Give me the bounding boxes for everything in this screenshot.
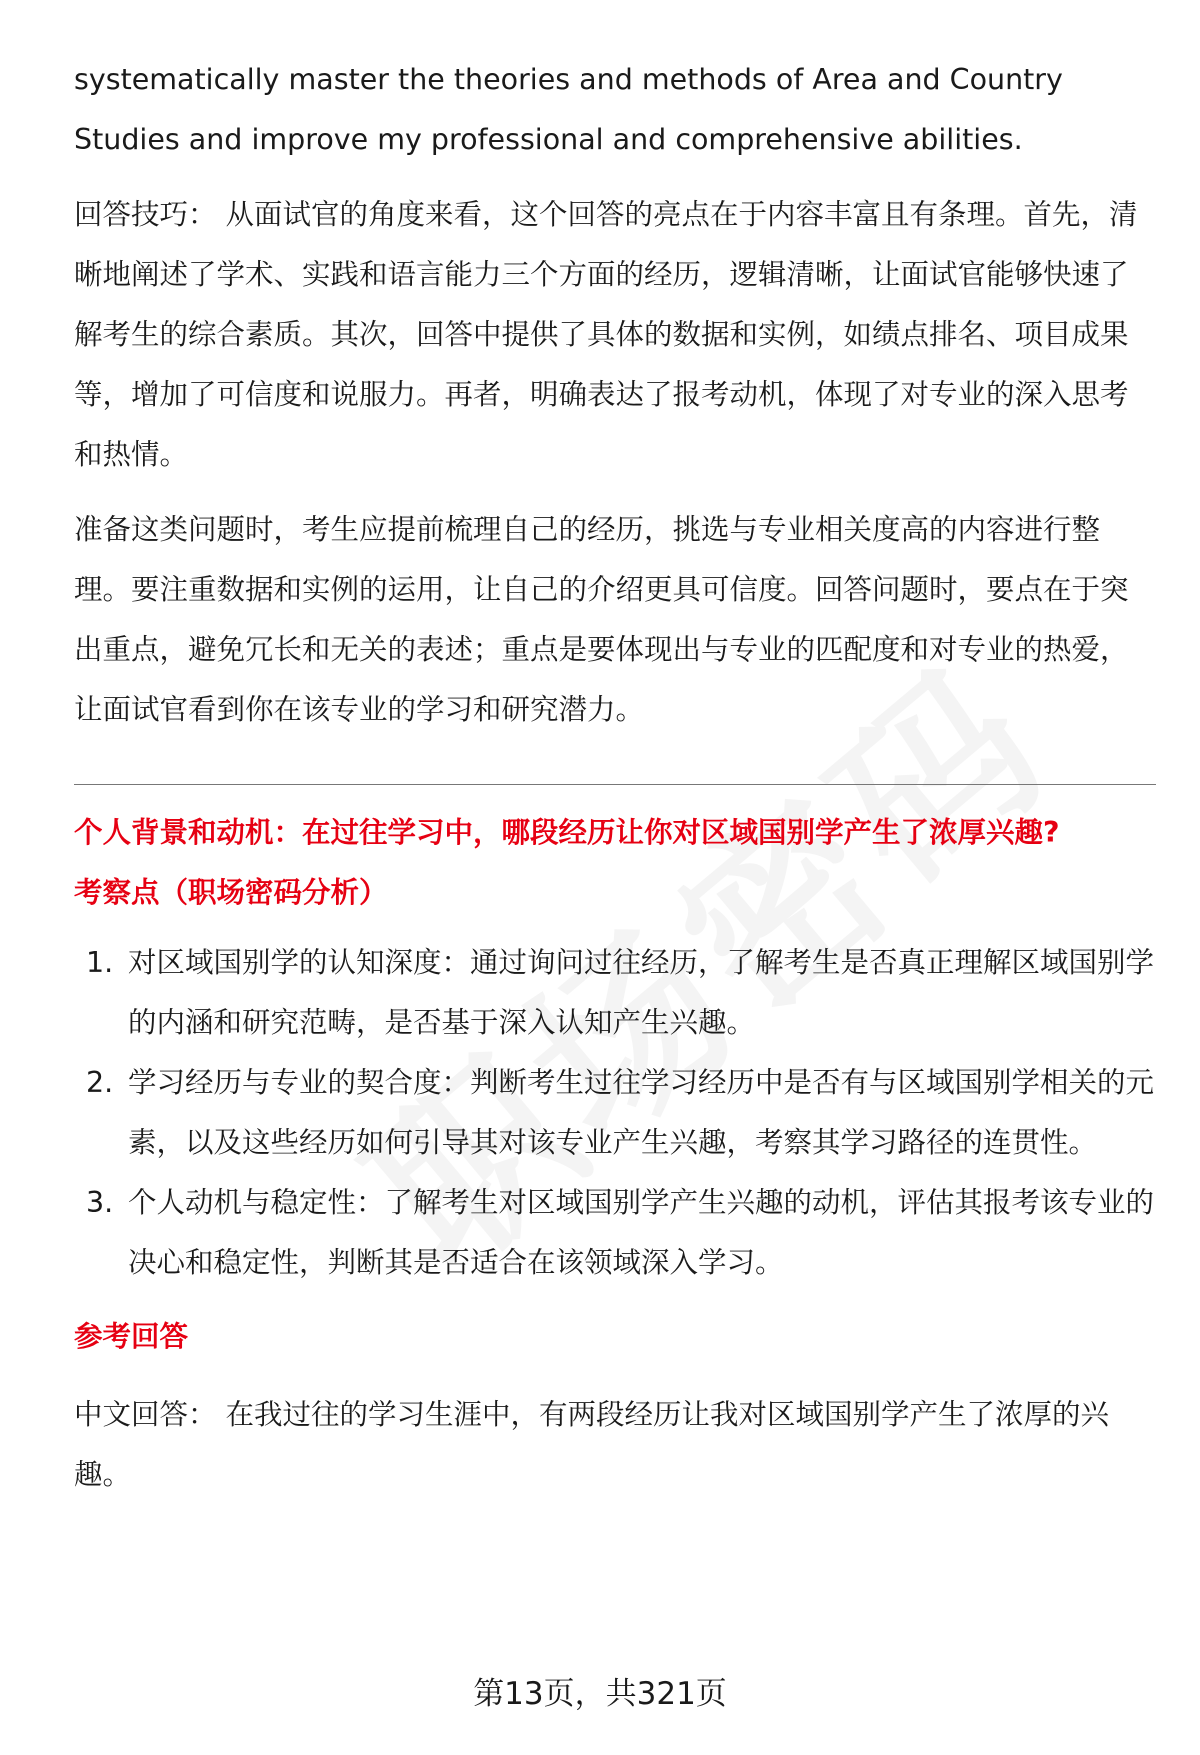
list-item-text: 对区域国别学的认知深度：通过询问过往经历，了解考生是否真正理解区域国别学的内涵和研究范畴，是否基于深入认知产生兴趣。 xyxy=(128,946,1155,1039)
chinese-answer-paragraph: 中文回答： 在我过往的学习生涯中，有两段经历让我对区域国别学产生了浓厚的兴趣。 xyxy=(74,1398,1110,1491)
section-divider xyxy=(74,784,1156,785)
question-title: 个人背景和动机：在过往学习中，哪段经历让你对区域国别学产生了浓厚兴趣? xyxy=(74,816,1060,849)
list-item xyxy=(74,1173,1156,1293)
list-item-text: 学习经历与专业的契合度：判断考生过往学习经历中是否有与区域国别学相关的元素，以及这些经历如何引导其对该专业产生兴趣，考察其学习路径的连贯性。 xyxy=(128,1066,1155,1159)
list-item-number: 3. xyxy=(86,1186,114,1219)
list-item-number: 2. xyxy=(86,1066,114,1099)
preparation-advice-paragraph: 准备这类问题时，考生应提前梳理自己的经历，挑选与专业相关度高的内容进行整理。要注重数据和实例的运用，让自己的介绍更具可信度。回答问题时，要点在于突出重点，避免冗长和无关的表述；重点是要体现出与专业的匹配度和对专业的热爱，让面试官看到你在该专业的学习和研究潜力。 xyxy=(74,513,1129,726)
list-item-number: 1. xyxy=(86,946,114,979)
page-number-footer: 第13页，共321页 xyxy=(473,1676,727,1712)
assessment-points-heading: 考察点（职场密码分析） xyxy=(74,876,388,909)
list-item-text: 个人动机与稳定性：了解考生对区域国别学产生兴趣的动机，评估其报考该专业的决心和稳定性，判断其是否适合在该领域深入学习。 xyxy=(128,1186,1155,1279)
list-item xyxy=(74,933,1156,1053)
document-page xyxy=(74,50,1156,1505)
answer-tips-paragraph: 回答技巧： 从面试官的角度来看，这个回答的亮点在于内容丰富且有条理。首先，清晰地阐述了学术、实践和语言能力三个方面的经历，逻辑清晰，让面试官能够快速了解考生的综合素质。其次，回答中提供了具体的数据和实例，如绩点排名、项目成果等，增加了可信度和说服力。再者，明确表达了报考动机，体现了对专业的深入思考和热情。 xyxy=(74,198,1138,471)
reference-answer-heading: 参考回答 xyxy=(74,1320,189,1353)
assessment-points-list xyxy=(74,933,1156,1293)
intro-english-paragraph: systematically master the theories and methods of Area and Country Studies and improve my professional and comprehensive abilities. xyxy=(74,63,1063,156)
list-item xyxy=(74,1053,1156,1173)
